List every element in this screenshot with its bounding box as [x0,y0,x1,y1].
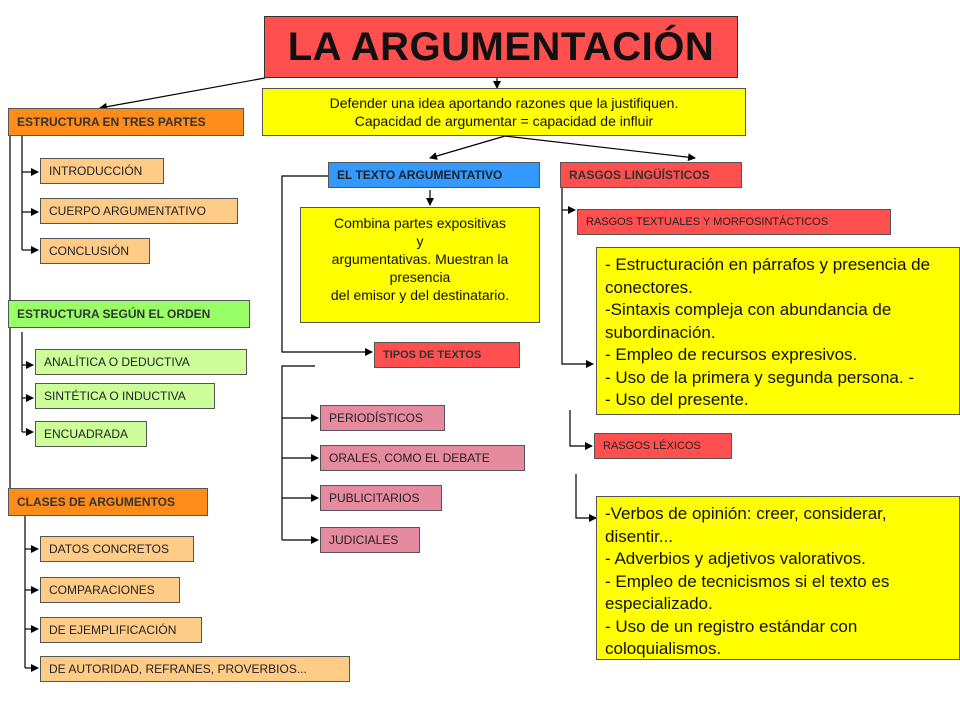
estructura-orden-header: ESTRUCTURA SEGÚN EL ORDEN [8,300,250,328]
title-text: LA ARGUMENTACIÓN [287,24,715,69]
item-encuadrada: ENCUADRADA [35,421,147,447]
item-sintetica: SINTÉTICA O INDUCTIVA [35,383,215,409]
definition-line-2: Capacidad de argumentar = capacidad de influir [354,113,654,129]
rasgos-linguisticos-header: RASGOS LINGÜÍSTICOS [560,162,742,188]
texto-argumentativo-desc [300,207,540,323]
rasgos-textuales-desc: - Estructuración en párrafos y presencia de conectores. -Sintaxis compleja con abundancia de subordinación. - Empleo de recursos expresivos. - Uso de la primera y segunda persona. - - Uso del presente. [596,247,960,415]
item-comparaciones: COMPARACIONES [40,577,180,603]
title-box [264,16,738,78]
texto-desc-line-2: y [416,233,424,249]
rasgos-lexicos-header: RASGOS LÉXICOS [594,433,732,459]
definition-box [262,88,746,136]
item-periodisticos: PERIODÍSTICOS [320,405,445,431]
item-ejemplificacion: DE EJEMPLIFICACIÓN [40,617,202,643]
texto-desc-line-1: Combina partes expositivas [334,215,506,231]
item-cuerpo-argumentativo: CUERPO ARGUMENTATIVO [40,198,238,224]
item-analitica: ANALÍTICA O DEDUCTIVA [35,349,247,375]
rasgos-textuales-header: RASGOS TEXTUALES Y MORFOSINTÁCTICOS [577,209,891,235]
texto-desc-line-4: presencia [389,269,451,285]
item-autoridad: DE AUTORIDAD, REFRANES, PROVERBIOS... [40,656,350,682]
item-introduccion: INTRODUCCIÓN [40,158,164,184]
texto-desc-line-5: del emisor y del destinatario. [330,287,510,303]
item-conclusion: CONCLUSIÓN [40,238,150,264]
texto-argumentativo-header: EL TEXTO ARGUMENTATIVO [328,162,540,188]
item-judiciales: JUDICIALES [320,527,420,553]
clases-header: CLASES DE ARGUMENTOS [8,488,208,516]
texto-desc-line-3: argumentativas. Muestran la [331,251,509,267]
estructura-tres-header: ESTRUCTURA EN TRES PARTES [8,108,244,136]
item-publicitarios: PUBLICITARIOS [320,485,442,511]
rasgos-lexicos-desc: -Verbos de opinión: creer, considerar, disentir... - Adverbios y adjetivos valorativos. - Empleo de tecnicismos si el texto es especializado. - Uso de un registro estándar con coloquialismos. [596,496,960,660]
item-orales-debate: ORALES, COMO EL DEBATE [320,445,525,471]
tipos-textos-header: TIPOS DE TEXTOS [374,342,520,368]
item-datos-concretos: DATOS CONCRETOS [40,536,194,562]
definition-line-1: Defender una idea aportando razones que la justifiquen. [329,95,679,111]
